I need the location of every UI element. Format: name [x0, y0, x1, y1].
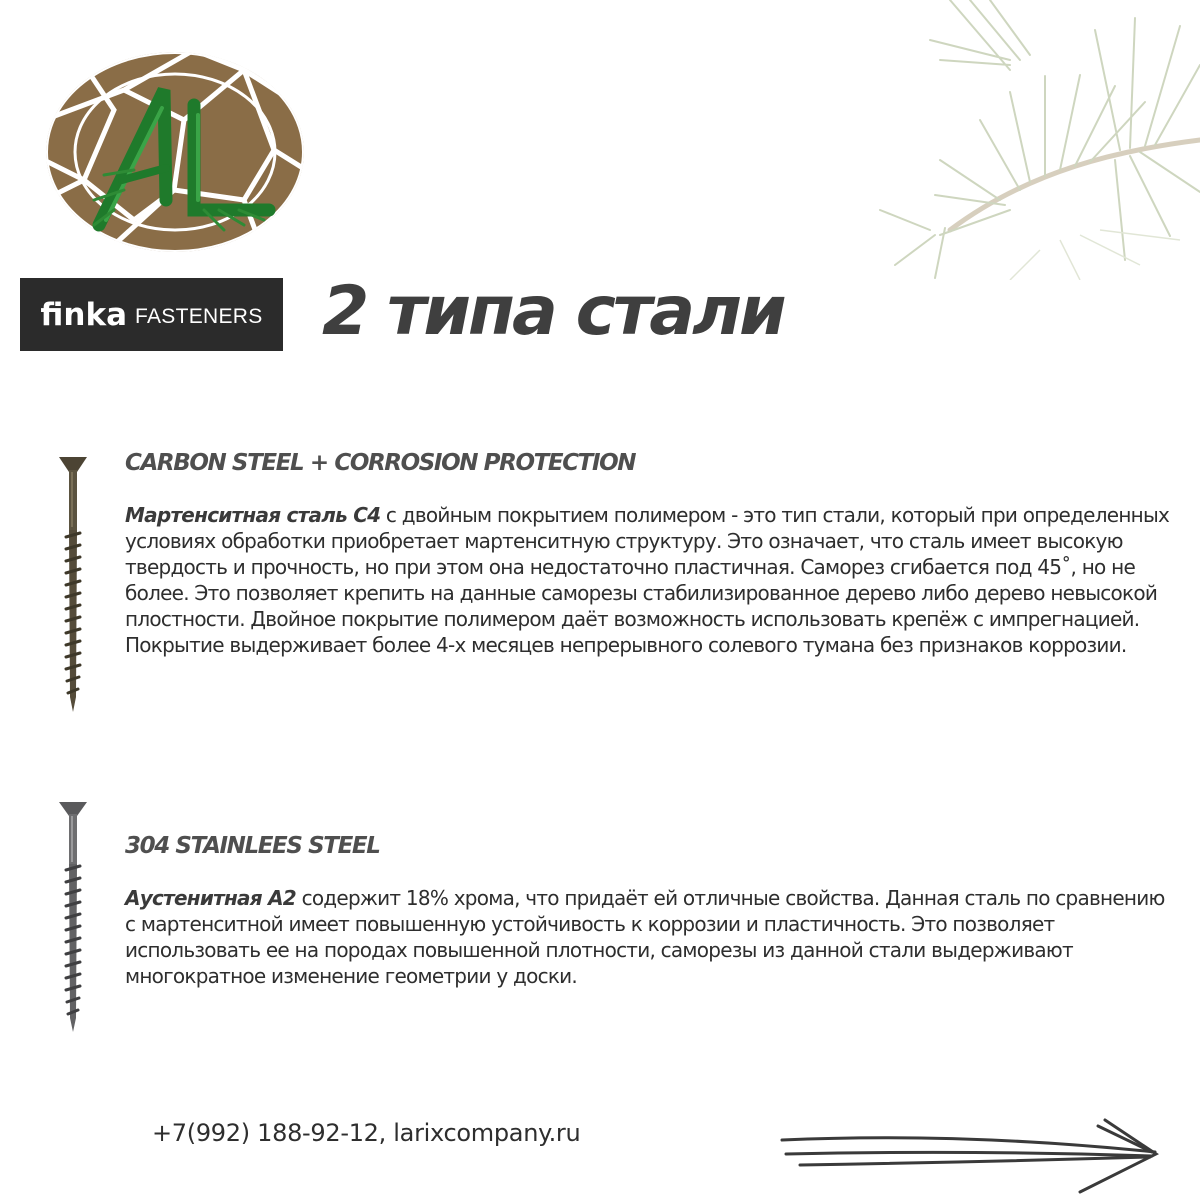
brown-screw-icon	[58, 452, 88, 714]
larix-logo-icon	[44, 50, 306, 254]
brand-name: finka	[40, 296, 128, 333]
section-stainless-steel	[125, 833, 1170, 989]
next-arrow-icon[interactable]	[780, 1110, 1165, 1200]
section-heading: 304 STAINLEES STEEL	[125, 833, 380, 859]
page-title: 2 типа стали	[322, 272, 784, 351]
finka-fasteners-logo	[20, 278, 283, 351]
section-heading: CARBON STEEL + CORROSION PROTECTION	[125, 450, 636, 476]
section-lead: Мартенситная сталь C4	[125, 503, 381, 527]
section-lead: Аустенитная A2	[125, 886, 296, 910]
section-body: содержит 18% хрома, что придаёт ей отличные свойства. Данная сталь по сравнению с мартенситной имеет повышенную устойчивость к коррозии и пластичность. Это позволяет использовать ее на породах повышенной плотности, саморезы из данной стали выдерживают многократное изменение геометрии у доски.	[125, 886, 1165, 988]
section-carbon-steel	[125, 450, 1170, 658]
brand-suffix: FASTENERS	[135, 304, 263, 328]
section-body: с двойным покрытием полимером - это тип стали, который при определенных условиях обработки приобретает мартенситную структуру. Это означает, что сталь имеет высокую твердость и прочность, но при этом она недостаточно пластичная. Саморез сгибается под 45˚, но не более. Это позволяет крепить на данные саморезы стабилизированное дерево либо дерево невысокой плостности. Двойное покрытие полимером даёт возможность использовать крепёж с импрегнацией. Покрытие выдерживает более 4-х месяцев непрерывного солевого тумана без признаков коррозии.	[125, 503, 1170, 657]
section-description	[125, 885, 1170, 989]
steel-screw-icon	[58, 798, 88, 1033]
contact-info: +7(992) 188-92-12, larixcompany.ru	[152, 1119, 581, 1147]
pine-branch-image	[700, 0, 1200, 280]
section-description	[125, 502, 1170, 658]
